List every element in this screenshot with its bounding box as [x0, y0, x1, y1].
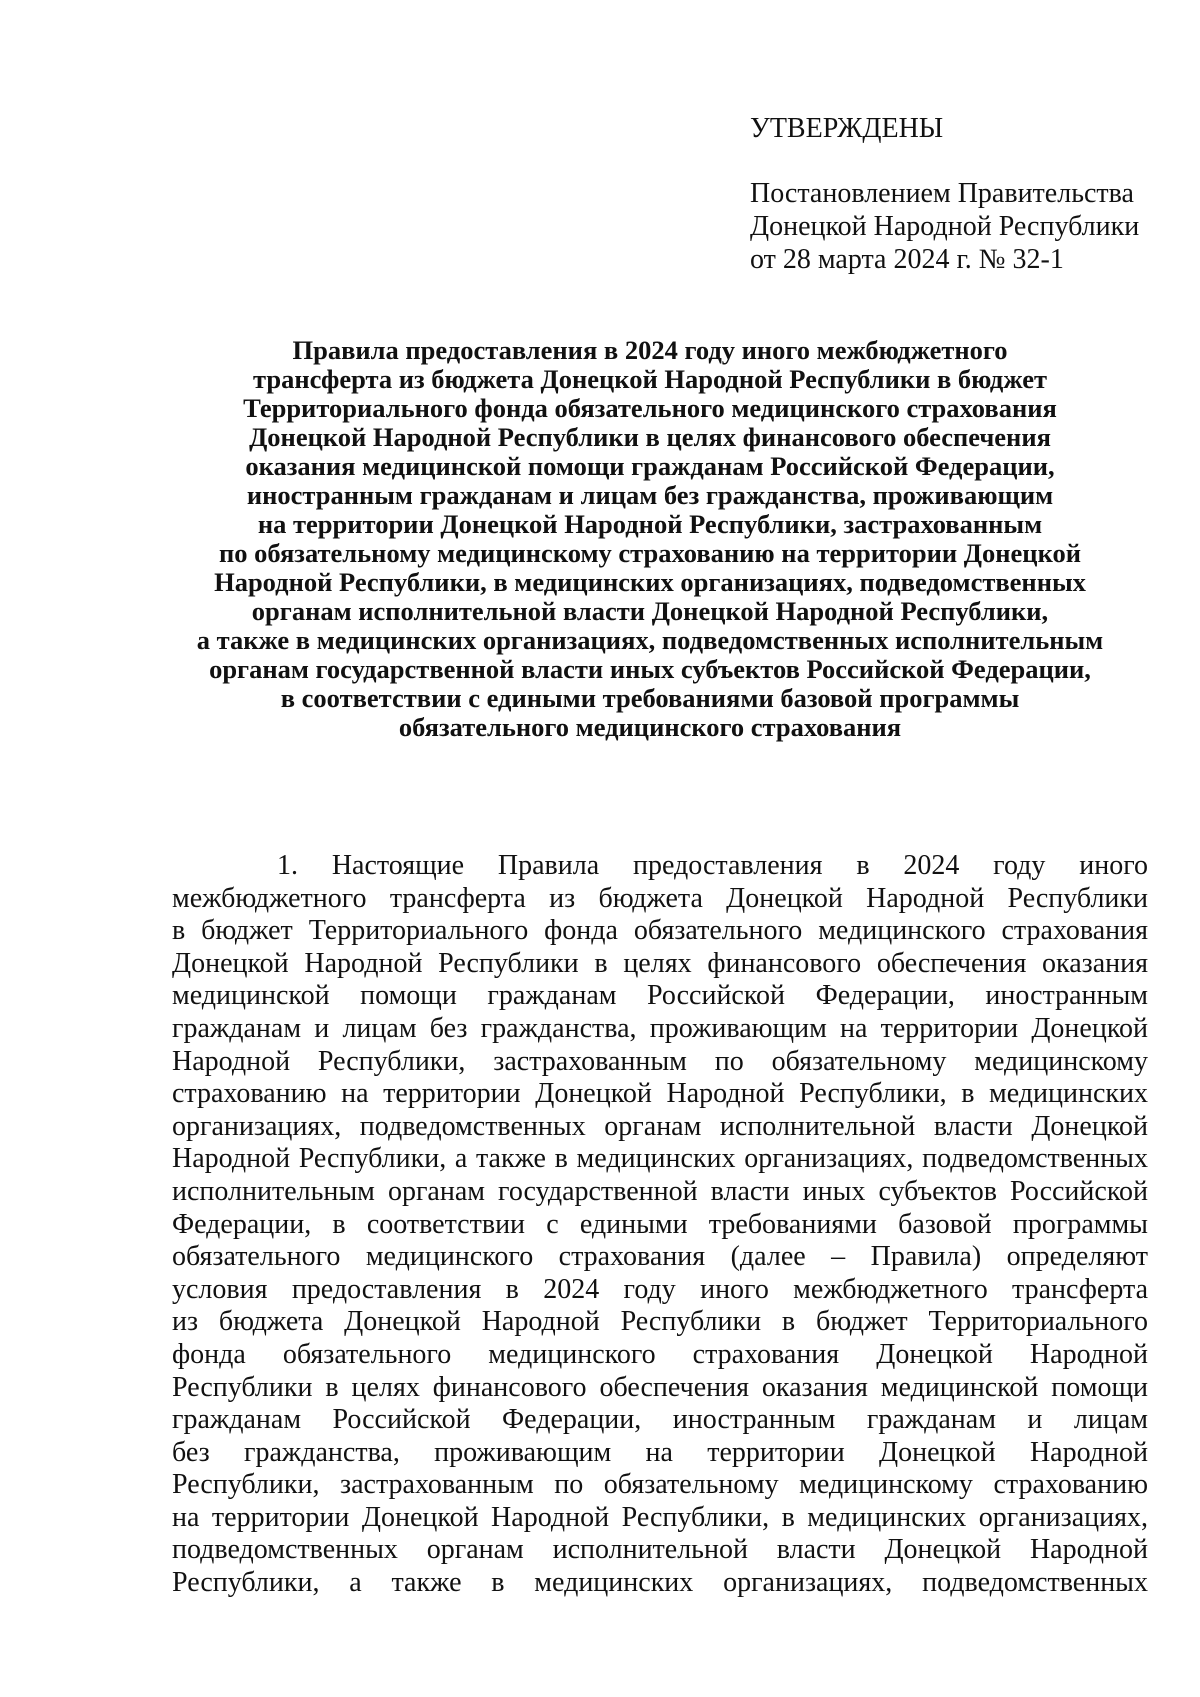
body-line: фонда обязательного медицинского страхования Донецкой Народной	[172, 1338, 1148, 1370]
body-line: условия предоставления в 2024 году иного межбюджетного трансферта	[172, 1273, 1148, 1305]
title-line: оказания медицинской помощи гражданам Российской Федерации,	[245, 451, 1055, 481]
body-line: межбюджетного трансферта из бюджета Донецкой Народной Республики	[172, 882, 1148, 914]
title-line: в соответствии с едиными требованиями базовой программы	[280, 683, 1020, 713]
paragraph-1	[172, 850, 1148, 1600]
approval-line: Донецкой Народной Республики	[750, 211, 1140, 242]
title-line: обязательного медицинского страхования	[398, 712, 902, 742]
title-line: трансферта из бюджета Донецкой Народной Республики в бюджет	[253, 364, 1047, 394]
title-line: Правила предоставления в 2024 году иного межбюджетного	[292, 335, 1008, 365]
body-line: на территории Донецкой Народной Республики, в медицинских организациях,	[172, 1501, 1148, 1533]
body-line: в бюджет Территориального фонда обязательного медицинского страхования	[172, 915, 1148, 947]
title-line: органам государственной власти иных субъектов Российской Федерации,	[209, 654, 1091, 684]
body-line: Донецкой Народной Республики в целях финансового обеспечения оказания	[172, 947, 1148, 979]
body-line: из бюджета Донецкой Народной Республики в бюджет Территориального	[172, 1306, 1148, 1338]
body-line: Республики, а также в медицинских организациях, подведомственных	[172, 1567, 1148, 1599]
title-line: Народной Республики, в медицинских организациях, подведомственных	[214, 567, 1086, 597]
approval-heading: УТВЕРЖДЕНЫ	[750, 113, 944, 144]
body-line: исполнительным органам государственной власти иных субъектов Российской	[172, 1175, 1148, 1207]
title-line: иностранным гражданам и лицам без гражданства, проживающим	[246, 480, 1054, 510]
title-line: по обязательному медицинскому страхованию на территории Донецкой	[218, 538, 1082, 568]
body-line: гражданам Российской Федерации, иностранным гражданам и лицам	[172, 1404, 1148, 1436]
body-line: Федерации, в соответствии с едиными требованиями базовой программы	[172, 1208, 1148, 1240]
body-line: Республики в целях финансового обеспечения оказания медицинской помощи	[172, 1371, 1148, 1403]
body-line: подведомственных органам исполнительной власти Донецкой Народной	[172, 1534, 1148, 1566]
body-line: Народной Республики, а также в медицинских организациях, подведомственных	[172, 1143, 1148, 1175]
approval-date-line: от 28 марта 2024 г. № 32-1	[750, 244, 1064, 275]
approval-block	[750, 112, 1170, 276]
title-line: а также в медицинских организациях, подведомственных исполнительным	[196, 625, 1104, 655]
title-line: Донецкой Народной Республики в целях финансового обеспечения	[249, 422, 1051, 452]
body-line: страхованию на территории Донецкой Народной Республики, в медицинских	[172, 1078, 1148, 1110]
body-line: медицинской помощи гражданам Российской Федерации, иностранным	[172, 980, 1148, 1012]
title-line: органам исполнительной власти Донецкой Народной Республики,	[251, 596, 1049, 626]
title-line: Территориального фонда обязательного медицинского страхования	[243, 393, 1057, 423]
document-title	[150, 336, 1150, 742]
body-line: без гражданства, проживающим на территории Донецкой Народной	[172, 1436, 1148, 1468]
body-line: Народной Республики, застрахованным по обязательному медицинскому	[172, 1045, 1148, 1077]
body-line: Республики, застрахованным по обязательному медицинскому страхованию	[172, 1469, 1148, 1501]
title-line: на территории Донецкой Народной Республики, застрахованным	[257, 509, 1043, 539]
body-line: гражданам и лицам без гражданства, проживающим на территории Донецкой	[172, 1012, 1148, 1044]
approval-line: Постановлением Правительства	[750, 178, 1134, 209]
body-line: обязательного медицинского страхования (далее – Правила) определяют	[172, 1241, 1148, 1273]
body-line: организациях, подведомственных органам исполнительной власти Донецкой	[172, 1110, 1148, 1142]
body-line: 1. Настоящие Правила предоставления в 2024 году иного	[277, 850, 1148, 881]
